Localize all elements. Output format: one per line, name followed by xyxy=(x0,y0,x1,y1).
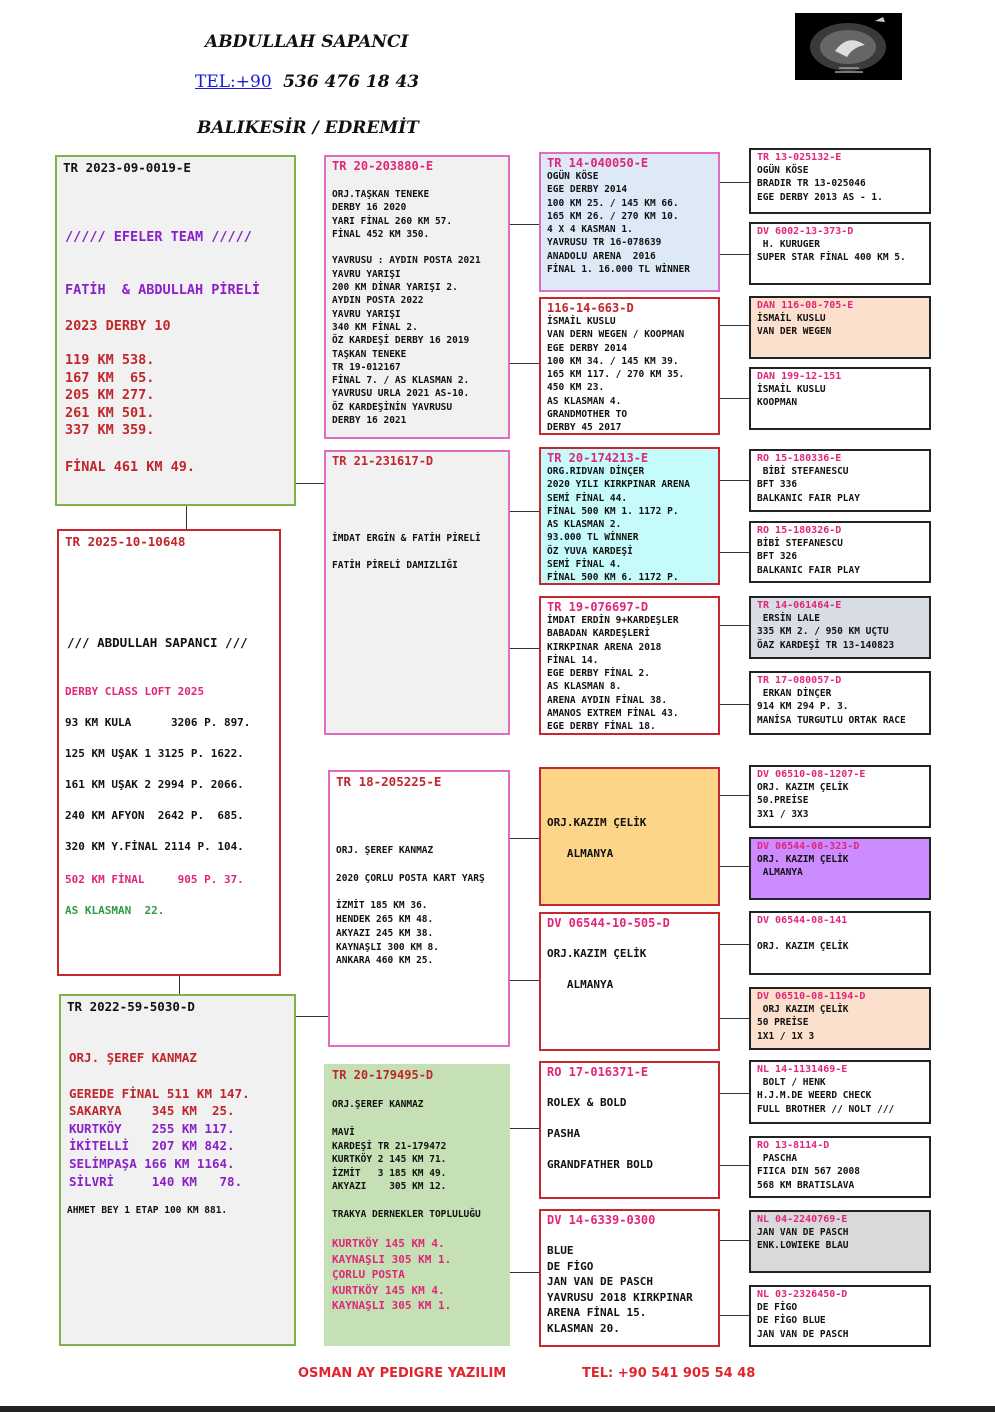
club-name: TRAKYA DERNEKLER TOPLULUĞU xyxy=(332,1209,481,1220)
pigeon-card-g3-h xyxy=(539,1209,720,1347)
pedigree-notes: İSMAİL KUSLU KOOPMAN xyxy=(757,384,826,409)
pigeon-card-g4-15 xyxy=(749,1210,931,1273)
owner-name: ABDULLAH SAPANCI xyxy=(205,32,409,52)
team-name: ///// EFELER TEAM ///// xyxy=(65,229,252,245)
pigeon-card-g4-13 xyxy=(749,1060,931,1124)
city-line: BALIKESİR / EDREMİT xyxy=(197,118,419,138)
final-result: 502 KM FİNAL 905 P. 37. xyxy=(65,873,244,886)
race-3: 161 KM UŞAK 2 2994 P. 2066. xyxy=(65,778,244,791)
pigeon-card-g4-14 xyxy=(749,1136,931,1198)
ring-number: TR 21-231617-D xyxy=(332,454,434,468)
race-results: 119 KM 538. 167 KM 65. 205 KM 277. 261 KM 501. 337 KM 359. xyxy=(65,352,155,438)
owner-name: ORJ. ŞEREF KANMAZ xyxy=(69,1050,197,1065)
race-4: 240 KM AFYON 2642 P. 685. xyxy=(65,809,244,822)
pedigree-notes: ORJ.KAZIM ÇELİK ALMANYA xyxy=(547,816,647,860)
pedigree-notes: OGÜN KÖSE EGE DERBY 2014 100 KM 25. / 145 KM 66. 165 KM 26. / 270 KM 10. 4 X 4 KASMAN 1. YAVRUSU TR 16-078639 ANADOLU ARENA 2016 FİNAL 1. 16.000 TL WİNNER xyxy=(547,171,690,276)
race-3: KURTKÖY 255 KM 117. xyxy=(69,1121,235,1136)
footer-company: OSMAN AY PEDIGRE YAZILIM xyxy=(298,1366,507,1381)
derby-label: 2023 DERBY 10 xyxy=(65,318,171,334)
pedigree-notes: ORG.RIDVAN DİNÇER 2020 YILI KIRKPINAR ARENA SEMİ FİNAL 44. FİNAL 500 KM 1. 1172 P. AS KLASMAN 2. 93.000 TL WİNNER ÖZ YUVA KARDEŞİ SEMİ FİNAL 4. FİNAL 500 KM 6. 1172 P. xyxy=(547,466,690,584)
race-results: KURTKÖY 145 KM 4. KAYNAŞLI 305 KM 1. ÇORLU POSTA KURTKÖY 145 KM 4. KAYNAŞLI 305 KM 1. xyxy=(332,1237,452,1312)
pigeon-card-main xyxy=(55,155,296,506)
ring-number: TR 20-174213-E xyxy=(547,451,649,465)
pigeon-card-g3-d xyxy=(539,596,720,735)
pigeon-card-g3-f xyxy=(539,912,720,1051)
pigeon-card-g4-9 xyxy=(749,765,931,828)
pigeon-card-g4-16 xyxy=(749,1285,931,1347)
pedigree-notes: ORJ. KAZIM ÇELİK 50.PREİSE 3X1 / 3X3 xyxy=(757,782,849,820)
pigeon-card-g4-3 xyxy=(749,296,931,359)
ring-number: NL 04-2240769-E xyxy=(757,1214,848,1225)
ring-number: DV 6002-13-373-D xyxy=(757,226,854,237)
pigeon-card-g3-b xyxy=(539,297,720,435)
pedigree-notes: İMDAT ERGİN & FATİH PİRELİ FATİH PİRELİ DAMIZLIĞI xyxy=(332,533,481,571)
pedigree-notes: ORJ KAZIM ÇELİK 50 PREİSE 1X1 / 1X 3 xyxy=(757,1004,849,1042)
race-5: 320 KM Y.FİNAL 2114 P. 104. xyxy=(65,840,244,853)
ring-number: NL 03-2326450-D xyxy=(757,1289,848,1300)
pigeon-card-g4-10 xyxy=(749,837,931,900)
ring-number: DV 14-6339-0300 xyxy=(547,1213,656,1227)
owner-name: /// ABDULLAH SAPANCI /// xyxy=(67,635,248,650)
race-5: SELİMPAŞA 166 KM 1164. xyxy=(69,1156,235,1171)
race-4: İKİTELLİ 207 KM 842. xyxy=(69,1138,235,1153)
race-1: 93 KM KULA 3206 P. 897. xyxy=(65,716,251,729)
pedigree-notes: ORJ.KAZIM ÇELİK ALMANYA xyxy=(547,947,647,991)
pigeon-card-sire-of-dam xyxy=(328,770,510,1047)
footer-phone: TEL: +90 541 905 54 48 xyxy=(582,1366,756,1381)
pigeon-card-dam xyxy=(59,994,296,1346)
pigeon-card-g3-a xyxy=(539,152,720,292)
ring-number: 116-14-663-D xyxy=(547,301,634,315)
pedigree-notes: ORJ. ŞEREF KANMAZ 2020 ÇORLU POSTA KART YARŞ İZMİT 185 KM 36. HENDEK 265 KM 48. AKYAZI 245 KM 38. KAYNAŞLI 300 KM 8. ANKARA 460 KM 25. xyxy=(336,845,485,967)
ring-number: RO 13-8114-D xyxy=(757,1140,830,1151)
pigeon-card-g4-6 xyxy=(749,521,931,583)
note: AHMET BEY 1 ETAP 100 KM 881. xyxy=(67,1205,228,1216)
race-1: GEREDE FİNAL 511 KM 147. xyxy=(69,1086,250,1101)
pigeon-card-sire xyxy=(324,155,510,439)
ring-number: TR 13-025132-E xyxy=(757,152,842,163)
pedigree-notes: MAVİ KARDEŞİ TR 21-179472 KURTKÖY 2 145 KM 71. İZMİT 3 185 KM 49. AKYAZI 305 KM 12. xyxy=(332,1127,447,1192)
pedigree-notes: ORJ. KAZIM ÇELİK xyxy=(757,941,849,953)
pigeon-card-g4-2 xyxy=(749,222,931,285)
pedigree-notes: BOLT / HENK H.J.M.DE WEERD CHECK FULL BROTHER // NOLT /// xyxy=(757,1077,895,1115)
pigeon-card-g4-11 xyxy=(749,911,931,975)
ring-number: TR 14-061464-E xyxy=(757,600,842,611)
pedigree-notes: PASCHA FIICA DIN 567 2008 568 KM BRATISLAVA xyxy=(757,1153,860,1191)
pedigree-notes: BLUE DE FİGO JAN VAN DE PASCH YAVRUSU 2018 KIRKPINAR ARENA FİNAL 15. KLASMAN 20. xyxy=(547,1244,693,1335)
pigeon-card-g4-1 xyxy=(749,148,931,214)
final-result: FİNAL 461 KM 49. xyxy=(65,459,196,475)
pedigree-notes: İSMAİL KUSLU VAN DERN WEGEN / KOOPMAN EGE DERBY 2014 100 KM 34. / 145 KM 39. 165 KM 117. / 270 KM 35. 450 KM 23. AS KLASMAN 4. GRANDMOTHER TO DERBY 45 2017 xyxy=(547,316,685,434)
pedigree-notes: İMDAT ERDİN 9+KARDEŞLER BABADAN KARDEŞLERİ KIRKPINAR ARENA 2018 FİNAL 14. EGE DERBY FİNAL 2. AS KLASMAN 8. ARENA AYDIN FİNAL 38. AMANOS EXTREM FİNAL 43. EGE DERBY FİNAL 18. xyxy=(547,615,679,733)
phone-number: 536 476 18 43 xyxy=(283,72,420,92)
race-2: SAKARYA 345 KM 25. xyxy=(69,1103,235,1118)
pigeon-card-g3-g xyxy=(539,1061,720,1199)
pigeon-card-g4-8 xyxy=(749,671,931,735)
ring-number: TR 19-076697-D xyxy=(547,600,649,614)
ring-number: RO 15-180326-D xyxy=(757,525,842,536)
ring-number: RO 17-016371-E xyxy=(547,1065,649,1079)
pigeon-card-g4-12 xyxy=(749,987,931,1050)
ring-number: TR 17-080057-D xyxy=(757,675,842,686)
phone-line xyxy=(195,72,419,92)
ring-number: RO 15-180336-E xyxy=(757,453,842,464)
race-2: 125 KM UŞAK 1 3125 P. 1622. xyxy=(65,747,244,760)
pigeon-card-g3-c xyxy=(539,447,720,585)
ring-number: TR 2022-59-5030-D xyxy=(67,999,195,1014)
ring-number: TR 20-203880-E xyxy=(332,159,434,173)
klasman: AS KLASMAN 22. xyxy=(65,904,165,917)
pedigree-notes: ERSİN LALE 335 KM 2. / 950 KM UÇTU ÖAZ KARDEŞİ TR 13-140823 xyxy=(757,613,895,651)
bottom-bar xyxy=(0,1406,995,1412)
ring-number: TR 2025-10-10648 xyxy=(65,534,186,549)
pedigree-notes: JAN VAN DE PASCH ENK.LOWIEKE BLAU xyxy=(757,1227,849,1252)
pedigree-notes: DE FİGO DE FİGO BLUE JAN VAN DE PASCH xyxy=(757,1302,849,1340)
ring-number: DV 06510-08-1207-E xyxy=(757,769,866,780)
owner-name: ORJ.ŞEREF KANMAZ xyxy=(332,1099,424,1110)
ring-number: DV 06544-08-323-D xyxy=(757,841,860,852)
pedigree-notes: ORJ. KAZIM ÇELİK ALMANYA xyxy=(757,854,849,879)
pigeon-card-g4-5 xyxy=(749,449,931,512)
ring-number: DV 06510-08-1194-D xyxy=(757,991,866,1002)
pedigree-notes: BİBİ STEFANESCU BFT 326 BALKANIC FAIR PLAY xyxy=(757,538,860,576)
pigeon-logo-icon xyxy=(795,13,902,80)
race-6: SİLVRİ 140 KM 78. xyxy=(69,1174,243,1189)
pedigree-notes: ROLEX & BOLD PASHA GRANDFATHER BOLD xyxy=(547,1096,653,1171)
ring-number: DAN 116-08-705-E xyxy=(757,300,854,311)
ring-number: TR 2023-09-0019-E xyxy=(63,160,191,175)
pedigree-notes: H. KURUGER SUPER STAR FİNAL 400 KM 5. xyxy=(757,239,906,264)
ring-number: TR 20-179495-D xyxy=(332,1068,434,1082)
pigeon-card-dam-of-dam xyxy=(324,1064,510,1346)
ring-number: DAN 199-12-151 xyxy=(757,371,842,382)
pedigree-notes: ERKAN DİNÇER 914 KM 294 P. 3. MANİSA TURGUTLU ORTAK RACE xyxy=(757,688,906,726)
ring-number: NL 14-1131469-E xyxy=(757,1064,848,1075)
pedigree-notes: ORJ.TAŞKAN TENEKE DERBY 16 2020 YARI FİNAL 260 KM 57. FİNAL 452 KM 350. YAVRUSU : AYDIN POSTA 2021 YAVRU YARIŞI 200 KM DİNAR YARIŞI 2. AYDIN POSTA 2022 YAVRU YARIŞI 340 KM FİNAL 2. ÖZ KARDEŞİ DERBY 16 2019 TAŞKAN TENEKE TR 19-012167 FİNAL 7. / AS KLASMAN 2. YAVRUSU URLA 2021 AS-10. ÖZ KARDEŞİNİN YAVRUSU DERBY 16 2021 xyxy=(332,189,481,427)
pigeon-card-g4-4 xyxy=(749,367,931,430)
ring-number: DV 06544-10-505-D xyxy=(547,916,670,930)
phone-prefix[interactable]: TEL:+90 xyxy=(195,72,272,92)
ring-number: TR 14-040050-E xyxy=(547,156,649,170)
owner-name: FATİH & ABDULLAH PİRELİ xyxy=(65,282,261,298)
pedigree-notes: OGÜN KÖSE BRADIR TR 13-025046 EGE DERBY 2013 AS - 1. xyxy=(757,165,883,203)
pedigree-notes: İSMAİL KUSLU VAN DER WEGEN xyxy=(757,313,832,338)
pigeon-card-g4-7 xyxy=(749,596,931,659)
pigeon-logo xyxy=(795,13,902,80)
pigeon-card-dam-of-sire xyxy=(324,450,510,735)
loft-label: DERBY CLASS LOFT 2025 xyxy=(65,685,205,698)
pigeon-card-subject xyxy=(57,529,281,976)
pigeon-card-g3-e xyxy=(539,767,720,906)
pedigree-notes: BİBİ STEFANESCU BFT 336 BALKANIC FAIR PLAY xyxy=(757,466,860,504)
ring-number: DV 06544-08-141 xyxy=(757,915,848,926)
ring-number: TR 18-205225-E xyxy=(336,774,442,789)
